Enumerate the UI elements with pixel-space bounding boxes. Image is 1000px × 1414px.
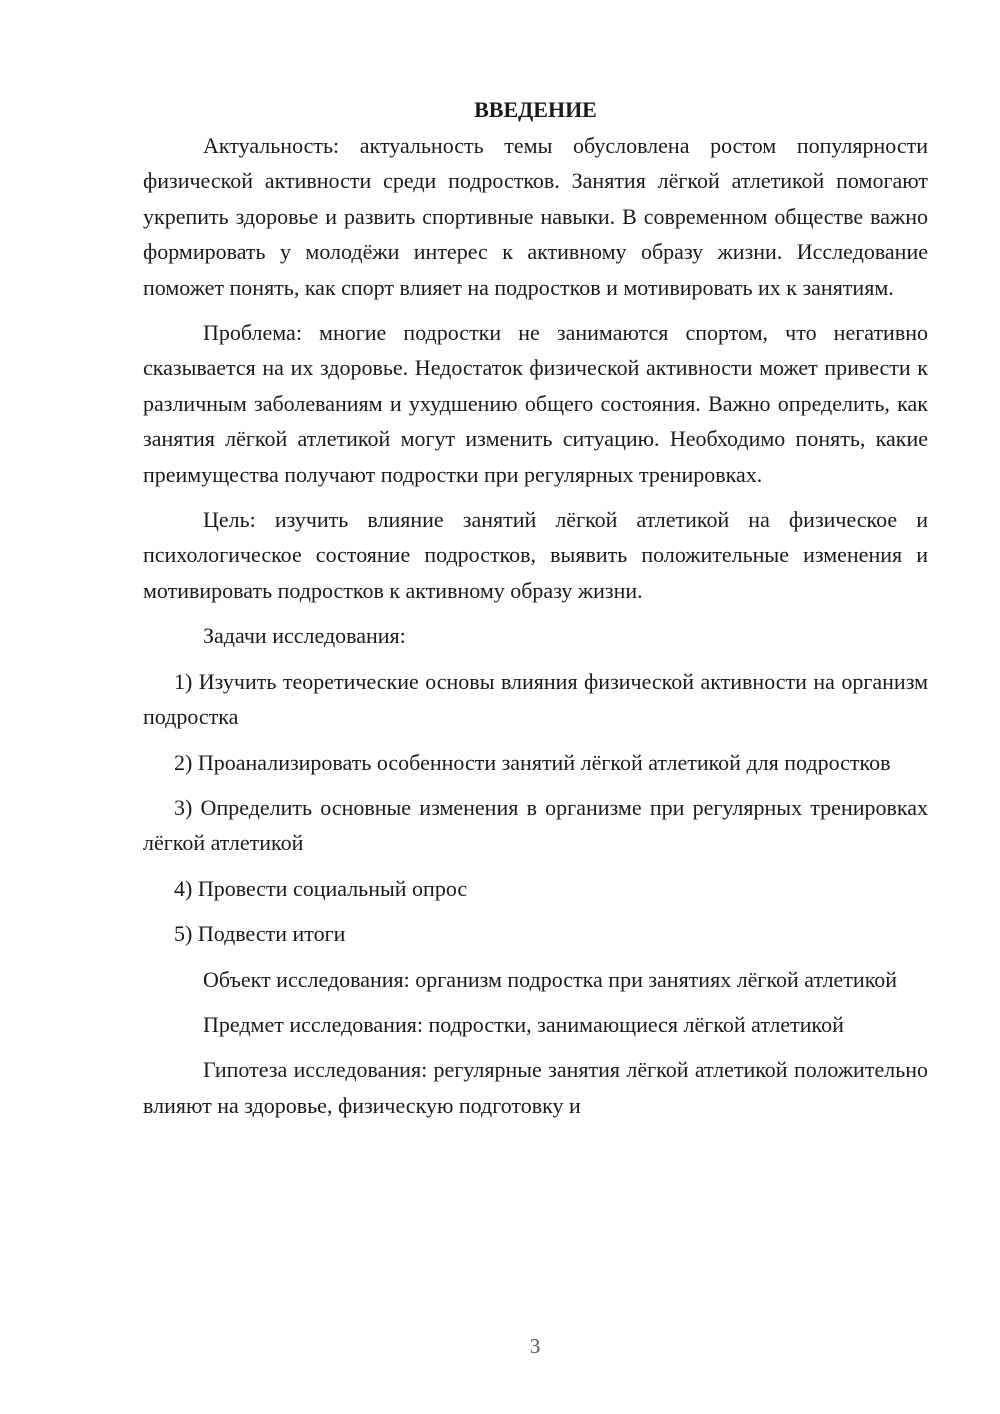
page-number: 3 — [529, 1334, 541, 1358]
section-title: ВВЕДЕНИЕ — [474, 97, 597, 122]
hypothesis-paragraph: Гипотеза исследования: регулярные занятия лёгкой атлетикой положительно влияют на здоровье, физическую подготовку и — [143, 1057, 928, 1118]
problem-paragraph: Проблема: многие подростки не занимаются спортом, что негативно сказывается на их здоровье. Недостаток физической активности может привести к различным заболеваниям и ухудшению общего состояния. Важно определить, как занятия лёгкой атлетикой могут изменить ситуацию. Необходимо понять, какие преимущества получают подростки при регулярных тренировках. — [143, 320, 928, 487]
task-item-5: 5) Подвести итоги — [174, 921, 346, 947]
goal-paragraph: Цель: изучить влияние занятий лёгкой атлетикой на физическое и психологическое состояние подростков, выявить положительные изменения и мотивировать подростков к активному образу жизни. — [143, 507, 928, 603]
subject-paragraph: Предмет исследования: подростки, занимающиеся лёгкой атлетикой — [203, 1011, 844, 1037]
task-item-3: 3) Определить основные изменения в организме при регулярных тренировках лёгкой атлетикой — [143, 794, 928, 856]
object-paragraph: Объект исследования: организм подростка при занятиях лёгкой атлетикой — [203, 966, 898, 992]
tasks-heading: Задачи исследования: — [203, 623, 406, 649]
task-item-2: 2) Проанализировать особенности занятий лёгкой атлетикой для подростков — [174, 749, 891, 775]
task-item-1: 1) Изучить теоретические основы влияния физической активности на организм подростка — [143, 668, 928, 730]
document-page — [143, 92, 928, 1133]
relevance-paragraph: Актуальность: актуальность темы обусловлена ростом популярности физической активности среди подростков. Занятия лёгкой атлетикой помогают укрепить здоровье и развить спортивные навыки. В современном обществе важно формировать у молодёжи интерес к активному образу жизни. Исследование поможет понять, как спорт влияет на подростков и мотивировать их к занятиям. — [143, 133, 928, 300]
task-item-4: 4) Провести социальный опрос — [174, 875, 468, 901]
